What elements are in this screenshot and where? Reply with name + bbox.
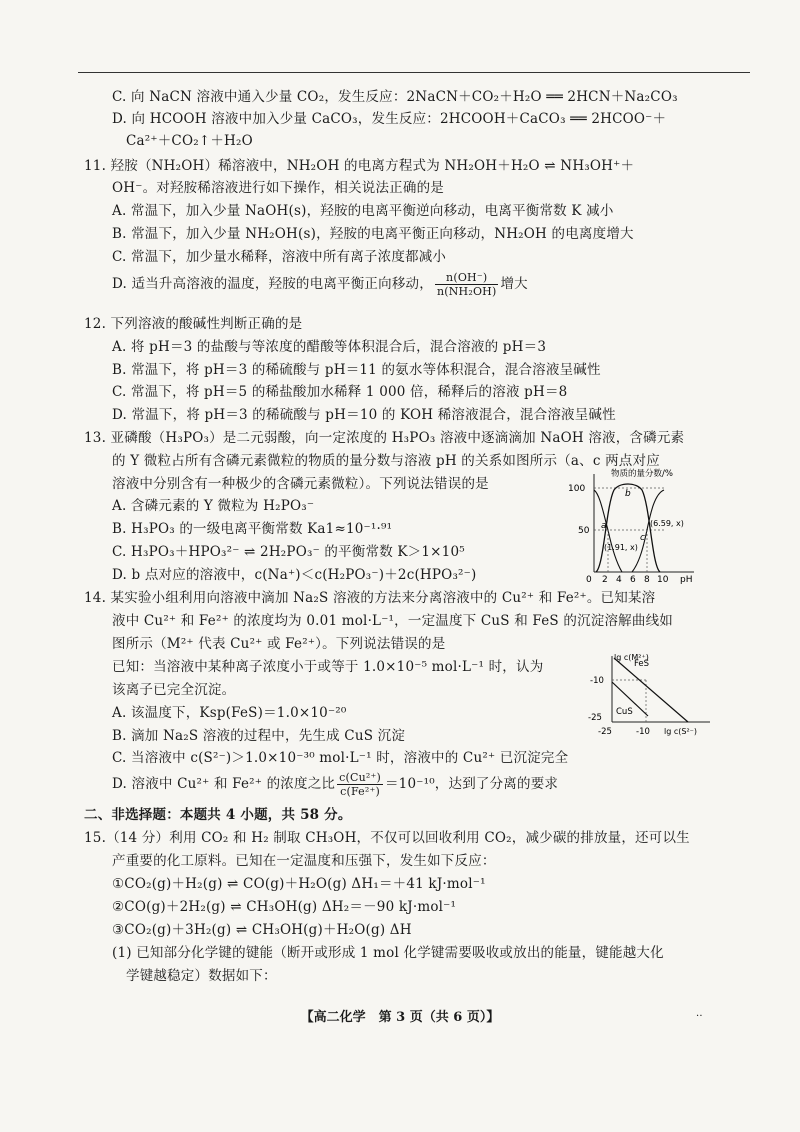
- q14-fig-cus-label: CuS: [616, 707, 633, 717]
- q15-stem-cont: 产重要的化工原料。已知在一定温度和压强下，发生如下反应：: [112, 853, 496, 869]
- q14-option-b: B. 滴加 Na₂S 溶液的过程中，先生成 CuS 沉淀: [112, 728, 406, 744]
- q14-note-cont: 该离子已完全沉淀。: [112, 682, 236, 698]
- q14-option-a: A. 该温度下，Ksp(FeS)＝1.0×10⁻²⁰: [112, 705, 347, 721]
- q14-fig-ytick-neg10: -10: [590, 676, 604, 686]
- q12-stem: 12. 下列溶液的酸碱性判断正确的是: [84, 316, 303, 332]
- q13-fig-point-b: b: [625, 489, 631, 499]
- q14-option-d-prefix: D. 溶液中 Cu²⁺ 和 Fe²⁺ 的浓度之比: [112, 776, 336, 792]
- q14-note: 已知：当溶液中某种离子浓度小于或等于 1.0×10⁻⁵ mol·L⁻¹ 时，认为: [112, 659, 544, 675]
- q10-option-c: C. 向 NaCN 溶液中通入少量 CO₂，发生反应：2NaCN＋CO₂＋H₂O ══ 2HCN＋Na₂CO₃: [112, 89, 678, 105]
- q14-option-c: C. 当溶液中 c(S²⁻)＞1.0×10⁻³⁰ mol·L⁻¹ 时，溶液中的 Cu²⁺ 已沉淀完全: [112, 750, 569, 766]
- q13-fig-point-c: c: [640, 533, 645, 543]
- q13-fig-xtick-8: 8: [644, 575, 650, 585]
- q12-option-c: C. 常温下，将 pH＝5 的稀盐酸加水稀释 1 000 倍，稀释后的溶液 pH＝8: [112, 384, 568, 400]
- q15-reaction-1: ①CO₂(g)＋H₂(g) ⇌ CO(g)＋H₂O(g) ΔH₁＝＋41 kJ·mol⁻¹: [112, 876, 486, 892]
- q13-option-d: D. b 点对应的溶液中，c(Na⁺)＜c(H₂PO₃⁻)＋2c(HPO₃²⁻): [112, 567, 477, 583]
- q13-fig-xtick-2: 2: [602, 575, 608, 585]
- q12-option-a: A. 将 pH＝3 的盐酸与等浓度的醋酸等体积混合后，混合溶液的 pH＝3: [112, 339, 547, 355]
- q15-part-1-cont: 学键越稳定）数据如下：: [126, 968, 277, 984]
- q14-stem-cont1: 液中 Cu²⁺ 和 Fe²⁺ 的浓度均为 0.01 mol·L⁻¹，一定温度下 CuS 和 FeS 的沉淀溶解曲线如: [112, 613, 673, 629]
- q14-fig-fes-label: FeS: [634, 659, 650, 669]
- q11-stem-cont: OH⁻。对羟胺稀溶液进行如下操作，相关说法正确的是: [112, 180, 444, 196]
- q14-option-d-suffix: ＝10⁻¹⁰，达到了分离的要求: [384, 776, 559, 792]
- q14-fraction-num: c(Cu²⁺): [339, 771, 381, 784]
- q13-option-b: B. H₃PO₃ 的一级电离平衡常数 Ka1≈10⁻¹·⁹¹: [112, 521, 393, 537]
- q15-part-1: (1) 已知部分化学键的键能（断开或形成 1 mol 化学键需要吸收或放出的能量，键能越大化: [112, 945, 664, 961]
- q13-fig-curve-hpo3: [632, 490, 664, 572]
- q12-option-b: B. 常温下，将 pH＝3 的稀硫酸与 pH＝11 的氨水等体积混合，混合溶液呈碱性: [112, 362, 601, 378]
- page-top-rule: [78, 72, 750, 73]
- q13-fig-point-a: a: [601, 521, 607, 531]
- q10-option-d-cont: Ca²⁺＋CO₂↑＋H₂O: [126, 133, 253, 149]
- q11-option-d: [112, 270, 528, 298]
- q14-option-d: [112, 770, 558, 798]
- q11-fraction: [435, 271, 499, 298]
- q13-fig-ytick-100: 100: [568, 484, 586, 494]
- q15-stem: 15.（14 分）利用 CO₂ 和 H₂ 制取 CH₃OH，不仅可以回收利用 CO₂，减少碳的排放量，还可以生: [84, 830, 690, 846]
- q13-fig-xtick-10: 10: [657, 575, 669, 585]
- q11-option-b: B. 常温下，加入少量 NH₂OH(s)，羟胺的电离平衡正向移动，NH₂OH 的电离度增大: [112, 226, 634, 242]
- q11-option-d-prefix: D. 适当升高溶液的温度，羟胺的电离平衡正向移动，: [112, 276, 433, 292]
- q15-reaction-3: ③CO₂(g)＋3H₂(g) ⇌ CH₃OH(g)＋H₂O(g) ΔH: [112, 922, 412, 938]
- q13-option-c: C. H₃PO₃＋HPO₃²⁻ ⇌ 2H₂PO₃⁻ 的平衡常数 K＞1×10⁵: [112, 544, 465, 560]
- q13-figure: [556, 466, 704, 588]
- q13-fig-label-right: (6.59, x): [650, 519, 684, 528]
- q11-fraction-den: n(NH₂OH): [436, 285, 497, 298]
- q15-reaction-2: ②CO(g)＋2H₂(g) ⇌ CH₃OH(g) ΔH₂＝－90 kJ·mol⁻¹: [112, 899, 457, 915]
- q13-stem: 13. 亚磷酸（H₃PO₃）是二元弱酸，向一定浓度的 H₃PO₃ 溶液中逐滴滴加 NaOH 溶液，含磷元素: [84, 430, 685, 446]
- q11-option-a: A. 常温下，加入少量 NaOH(s)，羟胺的电离平衡逆向移动，电离平衡常数 K 减小: [112, 203, 614, 219]
- q13-fig-xlabel: pH: [680, 575, 693, 585]
- q13-stem-cont1: 的 Y 微粒占所有含磷元素微粒的物质的量分数与溶液 pH 的关系如图所示（a、c 两点对应: [112, 453, 660, 469]
- q11-stem: 11. 羟胺（NH₂OH）稀溶液中，NH₂OH 的电离方程式为 NH₂OH＋H₂O ⇌ NH₃OH⁺＋: [84, 158, 635, 174]
- q14-fig-xtick-neg25: -25: [598, 727, 612, 737]
- q13-fig-ylabel: 物质的量分数/%: [611, 469, 673, 479]
- q11-fraction-num: n(OH⁻): [435, 271, 499, 285]
- q13-stem-cont2: 溶液中分别含有一种极少的含磷元素微粒）。下列说法错误的是: [112, 476, 489, 492]
- q14-stem: 14. 某实验小组利用向溶液中滴加 Na₂S 溶液的方法来分离溶液中的 Cu²⁺ 和 Fe²⁺。已知某溶: [84, 590, 656, 606]
- q14-fig-ytick-neg25: -25: [588, 713, 602, 723]
- q13-fig-xtick-6: 6: [630, 575, 636, 585]
- q11-option-d-suffix: 增大: [500, 276, 528, 292]
- q14-stem-cont2: 图所示（M²⁺ 代表 Cu²⁺ 或 Fe²⁺）。下列说法错误的是: [112, 636, 446, 652]
- q14-fig-ylabel: lg c(M²⁺): [614, 653, 649, 662]
- q13-fig-xtick-0: 0: [586, 575, 592, 585]
- page-footer: 【高二化学 第 3 页（共 6 页）】: [300, 1010, 500, 1025]
- section-2-heading: 二、非选择题：本题共 4 小题，共 58 分。: [84, 807, 352, 823]
- q14-fig-xtick-neg10: -10: [636, 727, 650, 737]
- q10-option-d: D. 向 HCOOH 溶液中加入少量 CaCO₃，发生反应：2HCOOH＋CaCO₃ ══ 2HCOO⁻＋: [112, 111, 667, 127]
- q14-fraction: [337, 771, 383, 798]
- q13-option-a: A. 含磷元素的 Y 微粒为 H₂PO₃⁻: [112, 498, 315, 514]
- q14-fig-xlabel: lg c(S²⁻): [664, 727, 697, 736]
- corner-mark: ··: [696, 1011, 703, 1022]
- q12-option-d: D. 常温下，将 pH＝3 的稀硫酸与 pH＝10 的 KOH 稀溶液混合，混合溶液呈碱性: [112, 407, 616, 423]
- q13-fig-xtick-4: 4: [616, 575, 622, 585]
- q14-figure: [584, 650, 712, 744]
- q11-option-c: C. 常温下，加少量水稀释，溶液中所有离子浓度都减小: [112, 249, 447, 265]
- q13-fig-label-left: (1.91, x): [604, 543, 638, 552]
- q14-fraction-den: c(Fe²⁺): [340, 785, 380, 798]
- q13-fig-ytick-50: 50: [578, 526, 590, 536]
